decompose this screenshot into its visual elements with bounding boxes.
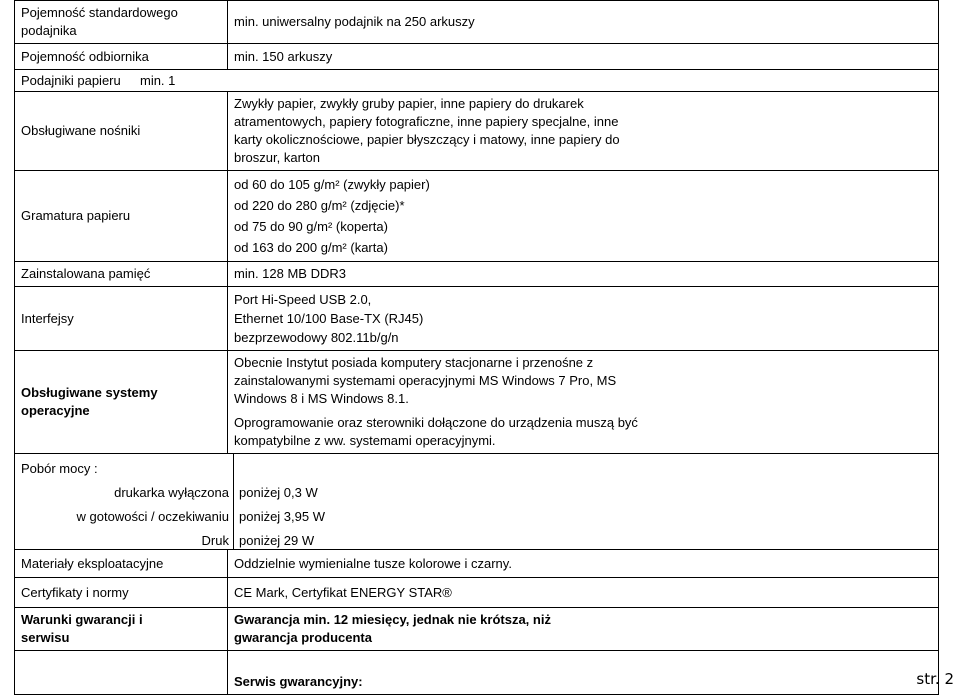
label-service-empty [15,651,228,695]
label-consumables: Materiały eksploatacyjne [15,550,228,578]
power-divider [233,454,234,549]
value-memory: min. 128 MB DDR3 [228,262,939,287]
interface-line: Ethernet 10/100 Base-TX (RJ45) [234,311,424,326]
table-row [15,351,939,454]
feeders-cell [15,70,939,92]
value-os [228,351,939,454]
interface-line: Port Hi-Speed USB 2.0, [234,292,372,307]
os-text-1: Obecnie Instytut posiada komputery stacjonarne i przenośne z zainstalowanymi systemami operacyjnymi MS Windows 7 Pro, MS Windows 8 i MS Windows 8.1. [234,355,617,406]
table-row [15,171,939,262]
label-capacity-std: Pojemność standardowego podajnika [15,1,228,44]
label-interfaces: Interfejsy [15,287,228,351]
weight-line: od 75 do 90 g/m² (koperta) [234,219,388,234]
table-row [15,651,939,695]
table-row [15,70,939,92]
value-capacity-std: min. uniwersalny podajnik na 250 arkuszy [228,1,939,44]
table-row [15,287,939,351]
value-warranty: Gwarancja min. 12 miesięcy, jednak nie krótsza, niż gwarancja producenta [228,608,939,651]
interface-line: bezprzewodowy 802.11b/g/n [234,330,399,345]
table-row [15,454,939,550]
table-row [15,1,939,44]
value-consumables: Oddzielnie wymienialne tusze kolorowe i czarny. [228,550,939,578]
label-capacity-out: Pojemność odbiornika [15,44,228,70]
label-weight: Gramatura papieru [15,171,228,262]
label-warranty: Warunki gwarancji i serwisu [15,608,228,651]
table-row [15,92,939,171]
table-row [15,44,939,70]
table-row [15,578,939,608]
power-cell [15,454,939,550]
value-weight [228,171,939,262]
label-feeders: Podajniki papieru [21,72,121,88]
power-print-label: Druk [201,533,229,548]
power-standby-label: w gotowości / oczekiwaniu [76,509,229,524]
value-certs: CE Mark, Certyfikat ENERGY STAR® [228,578,939,608]
weight-line: od 60 do 105 g/m² (zwykły papier) [234,177,430,192]
label-media: Obsługiwane nośniki [15,92,228,171]
label-memory: Zainstalowana pamięć [15,262,228,287]
weight-line: od 220 do 280 g/m² (zdjęcie)* [234,198,405,213]
page-number: str. 2 [916,670,954,688]
label-certs: Certyfikaty i normy [15,578,228,608]
power-print-value: poniżej 29 W [239,533,315,548]
label-power: Pobór mocy : [21,461,98,476]
value-interfaces [228,287,939,351]
value-feeders: min. 1 [139,72,176,88]
weight-line: od 163 do 200 g/m² (karta) [234,240,388,255]
spec-table [14,0,939,695]
value-capacity-out: min. 150 arkuszy [228,44,939,70]
power-off-label: drukarka wyłączona [114,485,229,500]
table-row [15,608,939,651]
table-row [15,550,939,578]
value-service: Serwis gwarancyjny: [228,651,939,695]
os-text-2: Oprogramowanie oraz sterowniki dołączone do urządzenia muszą być kompatybilne z ww. systemami operacyjnymi. [234,415,638,448]
label-os: Obsługiwane systemy operacyjne [15,351,228,454]
value-media: Zwykły papier, zwykły gruby papier, inne papiery do drukarek atramentowych, papiery fotograficzne, inne papiery specjalne, inne karty okolicznościowe, papier błyszczący i matowy, inne papiery do broszur, karton [228,92,939,171]
power-off-value: poniżej 0,3 W [239,485,318,500]
table-row [15,262,939,287]
power-standby-value: poniżej 3,95 W [239,509,325,524]
